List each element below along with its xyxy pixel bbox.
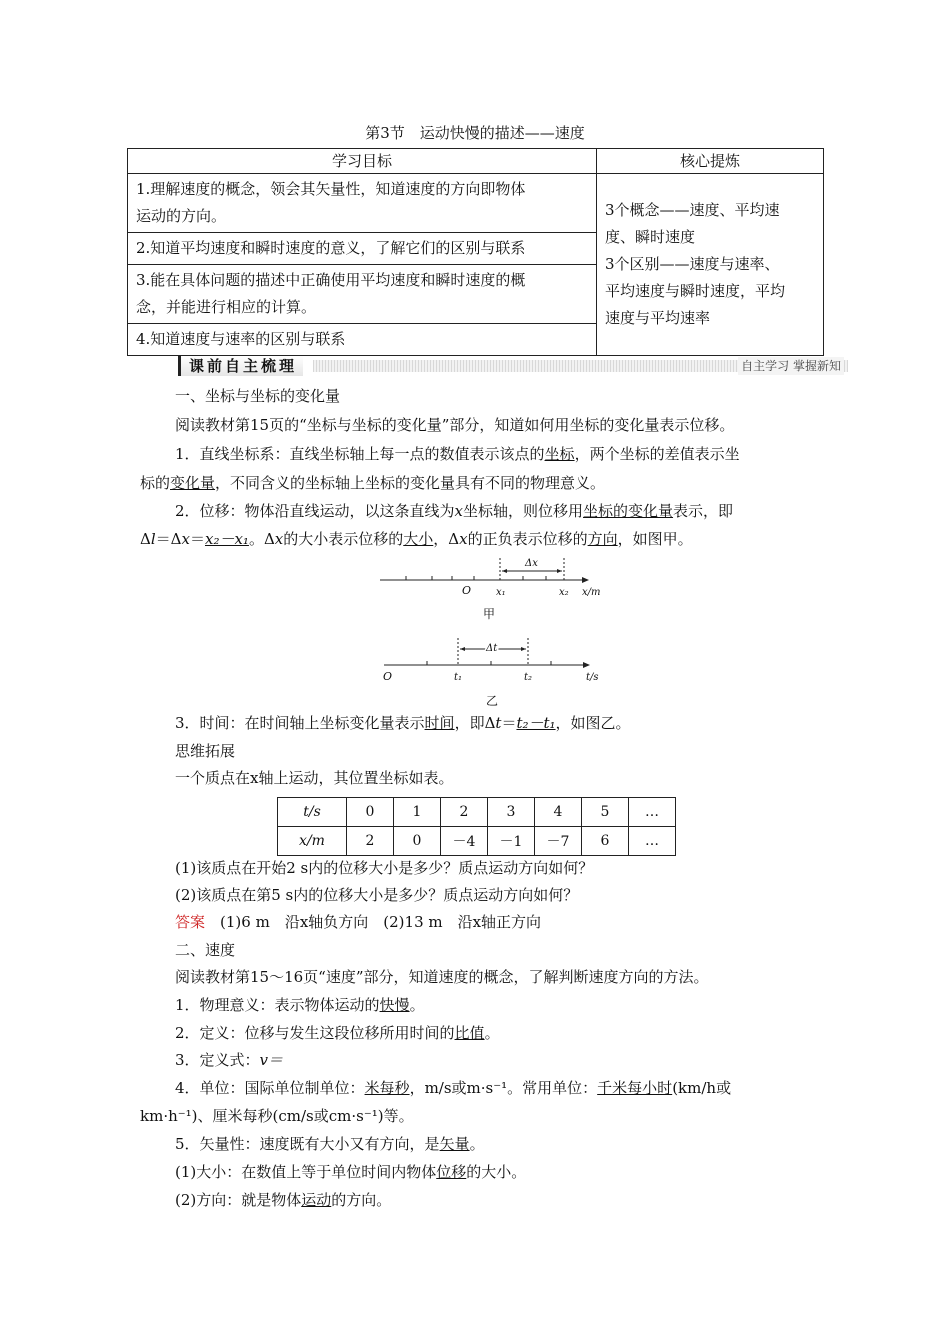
x-axis-label: x/m <box>582 587 601 598</box>
goal-3-line1: 3.能在具体问题的描述中正确使用平均速度和瞬时速度的概 <box>136 271 526 289</box>
core-line: 速度与平均速率 <box>605 309 711 327</box>
axis-figures <box>370 553 630 713</box>
table-cell: 5 <box>582 798 629 827</box>
t-axis-arrow <box>583 662 590 668</box>
sec2-intro: 阅读教材第15～16页“速度”部分，知道速度的概念，了解判断速度方向的方法。 <box>175 968 709 986</box>
banner-subtitle: 自主学习 掌握新知 <box>738 357 844 375</box>
core-header: 核心提炼 <box>597 149 824 174</box>
answer-text: (1)6 m 沿x轴负方向 (2)13 m 沿x轴正方向 <box>220 913 542 931</box>
t1-label: t₁ <box>454 672 463 683</box>
table-cell: －7 <box>535 827 582 856</box>
figure-jia-caption: 甲 <box>483 607 496 621</box>
table-cell: 2 <box>441 798 488 827</box>
banner-label: 课前自主梳理 <box>178 356 303 376</box>
x2-label: x₂ <box>559 587 569 598</box>
goal-3 <box>128 265 597 324</box>
sec2-sub1: (1)大小：在数值上等于单位时间内物体位移的大小。 <box>175 1163 527 1181</box>
sec1-p3: 3．时间：在时间轴上坐标变化量表示时间，即Δt＝t₂－t₁，如图乙。 <box>175 714 631 732</box>
question-1: (1)该质点在开始2 s内的位移大小是多少？质点运动方向如何？ <box>175 859 594 877</box>
goal-1-line2: 运动的方向。 <box>136 207 227 225</box>
sec1-intro: 阅读教材第15页的“坐标与坐标的变化量”部分，知道如何用坐标的变化量表示位移。 <box>175 416 735 434</box>
sec1-p1-line1: 1．直线坐标系：直线坐标轴上每一点的数值表示该点的坐标，两个坐标的差值表示坐 <box>175 445 740 463</box>
dx-label: Δx <box>525 558 538 569</box>
answer <box>175 911 541 933</box>
answer-label: 答案 <box>175 913 206 931</box>
core-line: 平均速度与瞬时速度，平均 <box>605 282 786 300</box>
goal-2: 2.知道平均速度和瞬时速度的意义，了解它们的区别与联系 <box>128 233 597 265</box>
table-cell: －1 <box>488 827 535 856</box>
core-line: 3个概念——速度、平均速 <box>605 201 780 219</box>
goal-3-line2: 念，并能进行相应的计算。 <box>136 298 317 316</box>
goal-1-line1: 1.理解速度的概念，领会其矢量性，知道速度的方向即物体 <box>136 180 526 198</box>
x-axis-arrow <box>582 577 589 583</box>
position-table <box>277 797 676 856</box>
origin-label: O <box>462 584 472 597</box>
table-cell: x/m <box>278 827 347 856</box>
sec2-heading: 二、速度 <box>175 941 236 959</box>
core-summary <box>597 174 824 356</box>
section-banner <box>178 356 848 376</box>
table-cell: 6 <box>582 827 629 856</box>
extension-intro: 一个质点在x轴上运动，其位置坐标如表。 <box>175 769 454 787</box>
sec1-p1-line2: 标的变化量，不同含义的坐标轴上坐标的变化量具有不同的物理意义。 <box>140 474 606 492</box>
sec1-p2-line1: 2．位移：物体沿直线运动，以这条直线为x坐标轴，则位移用坐标的变化量表示，即 <box>175 502 734 520</box>
extension-heading: 思维拓展 <box>175 742 236 760</box>
section-title: 第3节 运动快慢的描述——速度 <box>365 124 585 142</box>
table-cell: 2 <box>347 827 394 856</box>
sec1-heading: 一、坐标与坐标的变化量 <box>175 387 341 405</box>
table-cell: －4 <box>441 827 488 856</box>
table-cell: 1 <box>394 798 441 827</box>
figure-yi-caption: 乙 <box>486 694 499 708</box>
sec2-item4-line2: km·h⁻¹)、厘米每秒(cm/s或cm·s⁻¹)等。 <box>140 1107 414 1125</box>
table-cell: … <box>629 798 676 827</box>
dt-label: Δt <box>486 643 498 654</box>
question-2: (2)该质点在第5 s内的位移大小是多少？质点运动方向如何？ <box>175 886 579 904</box>
table-cell: 0 <box>347 798 394 827</box>
goal-4: 4.知道速度与速率的区别与联系 <box>128 324 597 356</box>
table-cell: t/s <box>278 798 347 827</box>
t2-label: t₂ <box>524 672 533 683</box>
sec2-item1: 1．物理意义：表示物体运动的快慢。 <box>175 996 425 1014</box>
table-cell: 3 <box>488 798 535 827</box>
sec1-p2-line2: Δl＝Δx＝x₂－x₁。Δx的大小表示位移的大小，Δx的正负表示位移的方向，如图甲。 <box>140 530 693 548</box>
goal-header: 学习目标 <box>128 149 597 174</box>
goal-1 <box>128 174 597 233</box>
origin-label: O <box>383 670 393 683</box>
table-cell: … <box>629 827 676 856</box>
sec2-item5: 5．矢量性：速度既有大小又有方向，是矢量。 <box>175 1135 485 1153</box>
x1-label: x₁ <box>496 587 506 598</box>
t-axis-label: t/s <box>586 672 599 683</box>
table-cell: 4 <box>535 798 582 827</box>
table-cell: 0 <box>394 827 441 856</box>
sec2-item3: 3．定义式：v＝ <box>175 1051 284 1069</box>
sec2-item2: 2．定义：位移与发生这段位移所用时间的比值。 <box>175 1024 500 1042</box>
sec2-sub2: (2)方向：就是物体运动的方向。 <box>175 1191 392 1209</box>
objectives-table <box>127 148 824 356</box>
sec2-item4-line1: 4．单位：国际单位制单位：米每秒，m/s或m·s⁻¹。常用单位：千米每小时(km/h或 <box>175 1079 732 1097</box>
core-line: 度、瞬时速度 <box>605 228 696 246</box>
core-line: 3个区别——速度与速率、 <box>605 255 780 273</box>
